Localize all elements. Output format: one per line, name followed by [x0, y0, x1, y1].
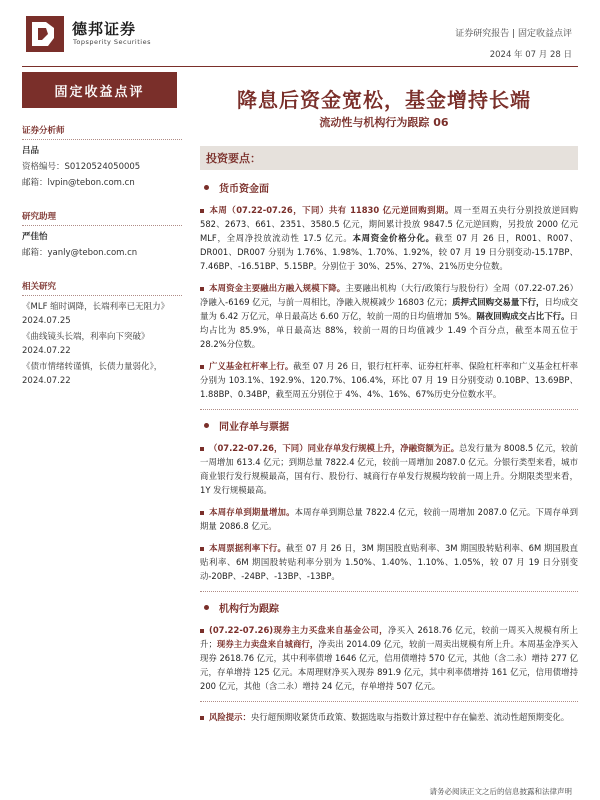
bullet-dot-icon	[204, 605, 209, 610]
assistant-heading: 研究助理	[22, 210, 182, 226]
analyst-heading: 证券分析师	[22, 124, 182, 140]
report-type: 证券研究报告 | 固定收益点评	[455, 29, 572, 39]
brand-name: 德邦证券	[72, 20, 137, 38]
square-bullet-icon	[200, 447, 204, 451]
section-divider	[200, 701, 578, 702]
header-divider	[22, 66, 578, 67]
related-item[interactable]: 《曲线镜头长端，利率向下突破》2024.07.22	[22, 332, 150, 356]
brand-name-en: Topsperity Securities	[73, 38, 151, 46]
square-bullet-icon	[200, 365, 204, 369]
section-divider	[200, 591, 578, 592]
section-heading-money: 货币资金面	[204, 180, 578, 195]
bullet-dot-icon	[204, 423, 209, 428]
assistant-email[interactable]: 邮箱：yanly@tebon.com.cn	[22, 248, 138, 258]
paragraph: 本周存单到期量增加。本周存单到期总量 7822.4 亿元，较前一周增加 2087.0 亿元。下周存单到期量 2086.8 亿元。	[200, 507, 579, 531]
square-bullet-icon	[200, 511, 204, 515]
analyst-email[interactable]: 邮箱：lvpin@tebon.com.cn	[22, 178, 135, 188]
related-heading: 相关研究	[22, 280, 182, 296]
paragraph: （07.22-07.26，下同）同业存单发行规模上升，净融资额为正。总发行量为 8008.5 亿元，较前一周增加 613.4 亿元；到期总量 7822.4 亿元，较前一周增加 2087.0 亿元。分银行类型来看，城市商业银行发行规模最高，国有行、股份行、城商行存单发行规模均较前一周上升。分期限类型来看，1Y 发行规模最高。	[200, 443, 578, 495]
square-bullet-icon	[200, 287, 204, 291]
disclaimer-footer: 请务必阅读正文之后的信息披露和法律声明	[429, 787, 572, 796]
report-date: 2024 年 07 月 28 日	[489, 50, 572, 60]
report-title: 降息后资金宽松，基金增持长端	[237, 88, 531, 112]
square-bullet-icon	[200, 547, 204, 551]
main-content	[200, 146, 578, 732]
risk-paragraph: 风险提示：央行超预期收紧货币政策、数据选取与指数计算过程中存在偏差、流动性超预期变化。	[200, 710, 578, 724]
bullet-dot-icon	[204, 185, 209, 190]
related-item[interactable]: 《MLF 缩时调降，长端利率已无阻力》2024.07.25	[22, 302, 170, 326]
paragraph: 本周票据利率下行。截至 07 月 26 日，3M 期国股直贴利率、3M 期国股转贴利率、6M 期国股直贴利率、6M 期国股转贴利率分别为 1.50%、1.40%、1.10%、1.05%，较 07 月 19 日分别变动-20BP、-24BP、-13BP、-13BP。	[200, 543, 578, 581]
report-subtitle: 流动性与机构行为跟踪 06	[319, 116, 449, 129]
assistant-name: 严佳怡	[22, 232, 48, 242]
sidebar	[22, 124, 182, 390]
category-banner: 固定收益点评	[22, 72, 177, 108]
square-bullet-icon	[200, 629, 204, 633]
section-divider	[200, 409, 578, 410]
square-bullet-icon	[200, 716, 204, 720]
section-heading-institution: 机构行为跟踪	[204, 600, 578, 615]
analyst-cert: 资格编号：S0120524050005	[22, 162, 141, 172]
paragraph: (07.22-07.26)现券主力买盘来自基金公司，净买入 2618.76 亿元，较前一周买入规模有所上升；现券主力卖盘来自城商行，净卖出 2014.09 亿元，较前一周卖出规模有所上升。本周基金净买入现券 2618.76 亿元，其中利率债增 1646 亿元，信用债增持 570 亿元，其他（含二永）增持 277 亿元，存单增持 125 亿元。本周理财净买入现券 891.9 亿元，其中利率债增持 161 亿元，信用债增持 200 亿元，其他（含二永）增持 24 亿元，存单增持 507 亿元。	[200, 625, 578, 691]
section-heading-ncd: 同业存单与票据	[204, 418, 578, 433]
paragraph: 广义基金杠杆率上行。截至 07 月 26 日，银行杠杆率、证券杠杆率、保险杠杆率和广义基金杠杆率分别为 103.1%、192.9%、120.7%、106.4%，环比 07 月 19 日分别变动 0.10BP、13.69BP、1.88BP、0.34BP，截至周五分别位于 4%、4%、16%、67%历史分位数水平。	[200, 361, 578, 399]
square-bullet-icon	[200, 209, 204, 213]
analyst-name: 吕品	[22, 146, 40, 156]
paragraph: 本周（07.22-07.26，下同）共有 11830 亿元逆回购到期。周一至周五央行分别投放逆回购 582、2673、661、2351、3580.5 亿元，期间累计投放 9847.5 亿元逆回购，另投放 2000 亿元 MLF，全周净投放流动性 17.5 亿元。本周资金价格分化。截至 07 月 26 日，R001、R007、DR001、DR007 分别为 1.76%、1.98%、1.70%、1.92%，较 07 月 19 日分别变动-15.17BP、7.46BP、-16.51BP、5.15BP。分别位于 30%、25%、27%、21%历史分位数。	[200, 205, 578, 271]
key-points-heading: 投资要点：	[200, 146, 578, 170]
related-item[interactable]: 《债市情绪转谨慎，长债力量弱化》，2024.07.22	[22, 362, 163, 386]
company-logo-icon	[26, 16, 64, 52]
paragraph: 本周资金主要融出方融入规模下降。主要融出机构（大行/政策行与股份行）全周（07.22-07.26）净融入-6169 亿元，与前一周相比，净融入规模减少 16803 亿元；质押式回购交易量下行，日均成交量为 6.42 万亿元，单日最高达 6.60 万亿，较前一周的日均值增加 5%。隔夜回购成交占比下行。日均占比为 85.9%，单日最高达 88%，较前一周的日均值减少 1.49 个百分点，截至本周五位于 28.2%分位数。	[200, 283, 579, 349]
